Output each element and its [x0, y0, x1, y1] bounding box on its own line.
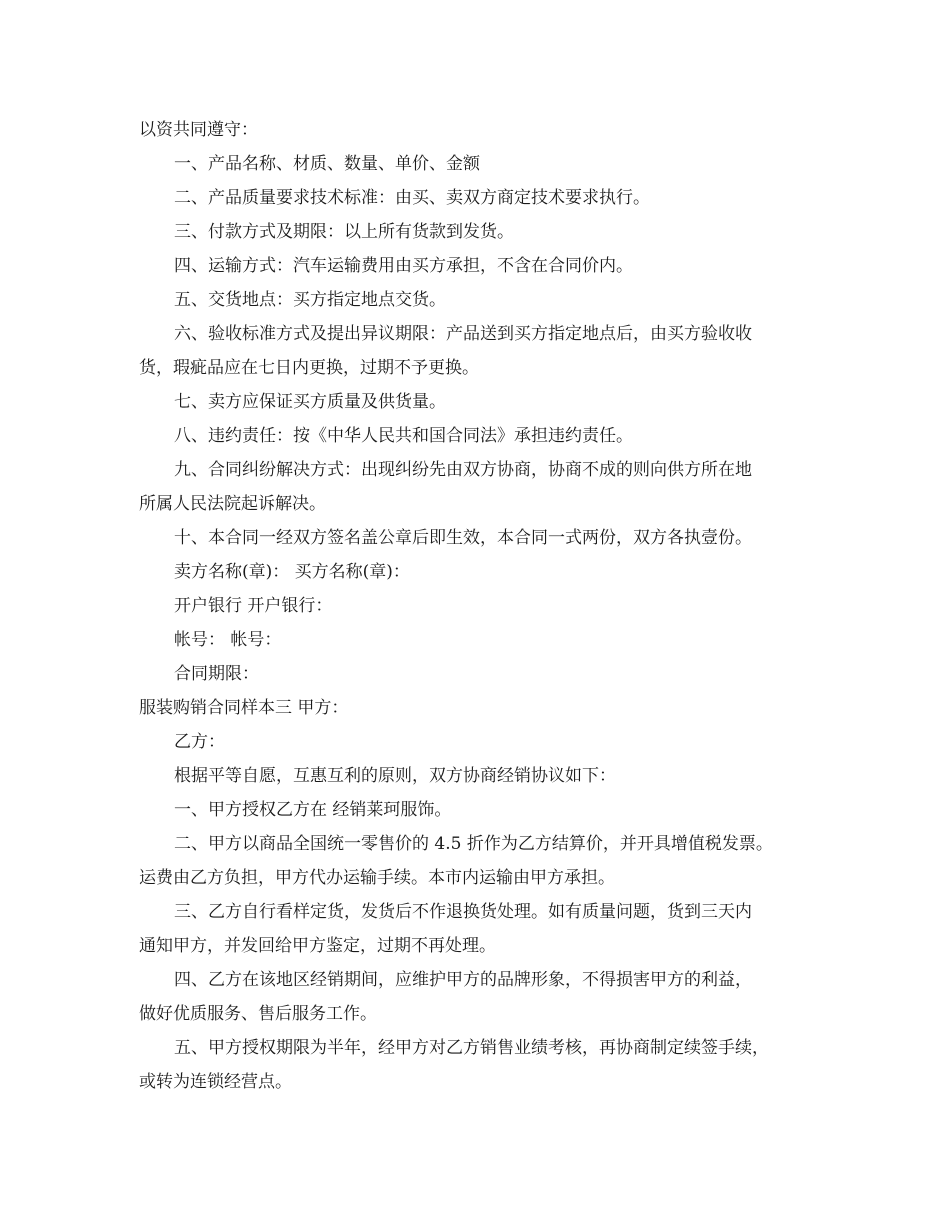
document-line: 服装购销合同样本三 甲方：	[139, 698, 349, 718]
document-line: 八、违约责任：按《中华人民共和国合同法》承担违约责任。	[174, 426, 633, 446]
document-line: 根据平等自愿，互惠互利的原则，双方协商经销协议如下：	[174, 766, 616, 786]
document-line: 二、甲方以商品全国统一零售价的 4.5 折作为乙方结算价，并开具增值税发票。	[174, 834, 773, 854]
document-line: 三、乙方自行看样定货，发货后不作退换货处理。如有质量问题，货到三天内	[174, 902, 752, 922]
document-line: 九、合同纠纷解决方式：出现纠纷先由双方协商，协商不成的则向供方所在地	[174, 460, 752, 480]
document-line: 货，瑕疵品应在七日内更换，过期不予更换。	[139, 358, 479, 378]
document-line: 七、卖方应保证买方质量及供货量。	[174, 392, 446, 412]
document-line: 或转为连锁经营点。	[139, 1072, 292, 1092]
document-line: 一、甲方授权乙方在 经销莱珂服饰。	[174, 800, 452, 820]
document-line: 帐号： 帐号：	[174, 630, 282, 650]
document-line: 十、本合同一经双方签名盖公章后即生效，本合同一式两份，双方各执壹份。	[174, 528, 752, 548]
document-line: 六、验收标准方式及提出异议期限：产品送到买方指定地点后，由买方验收收	[174, 324, 752, 344]
document-line: 一、产品名称、材质、数量、单价、金额	[174, 154, 480, 174]
document-line: 做好优质服务、售后服务工作。	[139, 1004, 377, 1024]
document-line: 所属人民法院起诉解决。	[139, 494, 326, 514]
document-line: 四、乙方在该地区经销期间，应维护甲方的品牌形象，不得损害甲方的利益，	[174, 970, 752, 990]
document-line: 卖方名称(章)： 买方名称(章)：	[174, 562, 410, 582]
document-line: 以资共同遵守：	[139, 120, 258, 140]
document-line: 开户银行 开户银行：	[174, 596, 333, 616]
document-line: 三、付款方式及期限：以上所有货款到发货。	[174, 222, 514, 242]
document-line: 通知甲方，并发回给甲方鉴定，过期不再处理。	[139, 936, 496, 956]
document-line: 四、运输方式：汽车运输费用由买方承担，不含在合同价内。	[174, 256, 633, 276]
document-line: 合同期限：	[174, 664, 259, 684]
document-line: 五、甲方授权期限为半年，经甲方对乙方销售业绩考核，再协商制定续签手续，	[174, 1038, 769, 1058]
document-line: 五、交货地点：买方指定地点交货。	[174, 290, 446, 310]
document-line: 二、产品质量要求技术标准：由买、卖双方商定技术要求执行。	[174, 188, 650, 208]
document-line: 运费由乙方负担，甲方代办运输手续。本市内运输由甲方承担。	[139, 868, 615, 888]
document-body	[139, 113, 814, 1099]
document-line: 乙方：	[174, 732, 225, 752]
